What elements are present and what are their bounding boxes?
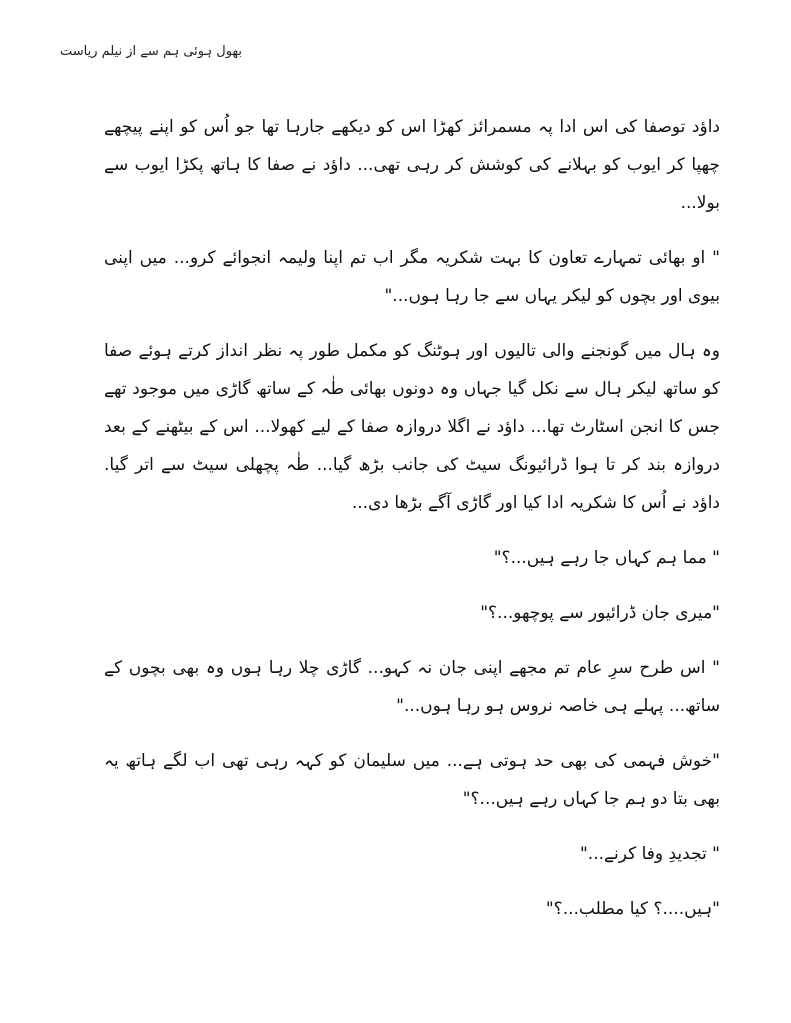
paragraph-1: داؤد توصفا کی اس ادا پہ مسمرائز کھڑا اس کو دیکھے جارہا تھا جو اُس کو اپنے پیچھے چھپا کر ایوب کو بہلانے کی کوشش کر رہی تھی... داؤد نے صفا کا ہاتھ پکڑا ایوب سے بولا... [104, 117, 720, 213]
paragraph-5: "میری جان ڈرائیور سے پوچھو...؟" [480, 603, 720, 623]
paragraph-6: " اس طرح سرِ عام تم مجھے اپنی جان نہ کہو... گاڑی چلا رہا ہوں وہ بھی بچوں کے ساتھ... پہلے ہی خاصہ نروس ہو رہا ہوں..." [104, 658, 720, 716]
paragraph-7: "خوش فہمی کی بھی حد ہوتی ہے... میں سلیمان کو کہہ رہی تھی اب لگے ہاتھ یہ بھی بتا دو ہم جا کہاں رہے ہیں...؟" [104, 751, 720, 809]
paragraph-3: وہ ہال میں گونجنے والی تالیوں اور ہوٹنگ کو مکمل طور پہ نظر انداز کرتے ہوئے صفا کو ساتھ لیکر ہال سے نکل گیا جہاں وہ دونوں بھائی طٰہ کے ساتھ گاڑی میں موجود تھے جس کا انجن اسٹارٹ تھا... داؤد نے اگلا دروازہ صفا کے لیے کھولا... اس کے بیٹھنے کے بعد دروازہ بند کر تا ہوا ڈرائیونگ سیٹ کی جانب بڑھ گیا... طٰہ پچھلی سیٹ سے اتر گیا. داؤد نے اُس کا شکریہ ادا کیا اور گاڑی آگے بڑھا دی... [104, 341, 720, 513]
paragraph-9: "ہیں....؟ کیا مطلب...؟" [545, 899, 720, 919]
paragraph-2: " او بھائی تمہارے تعاون کا بہت شکریہ مگر اب تم اپنا ولیمہ انجوائے کرو... میں اپنی بیوی اور بچوں کو لیکر یہاں سے جا رہا ہوں..." [104, 248, 720, 306]
document-body [104, 108, 720, 945]
paragraph-4: " مما ہم کہاں جا رہے ہیں...؟" [493, 548, 720, 568]
paragraph-8: " تجدیدِ وفا کرنے..." [579, 844, 720, 864]
page-header: بھول ہوئی ہم سے از نیلم ریاست [60, 44, 243, 59]
